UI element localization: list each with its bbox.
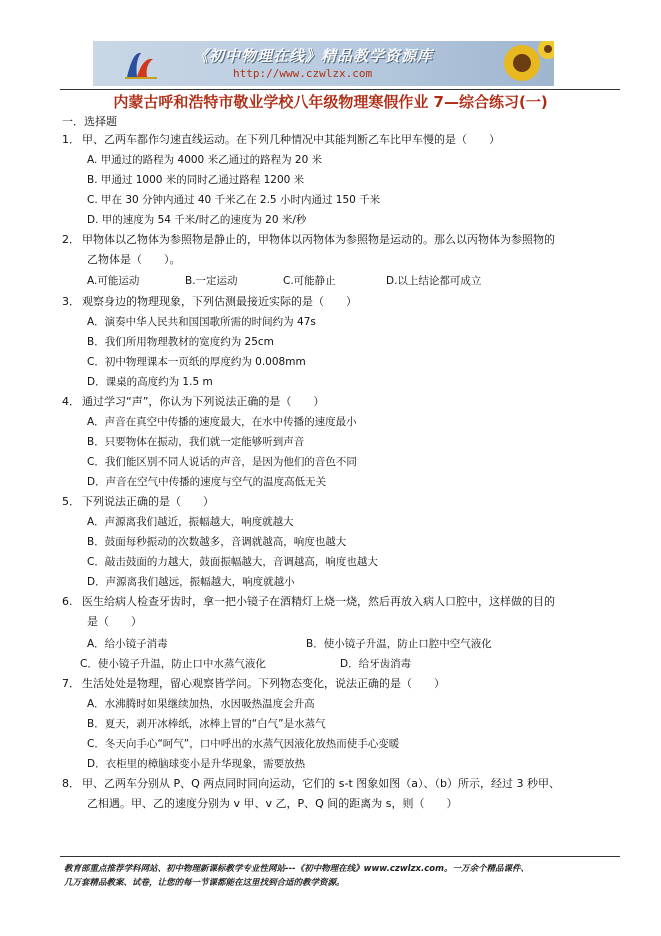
q4-option-a: A．声音在真空中传播的速度最大，在水中传播的速度最小 [87,416,357,428]
q5-option-c: C．敲击鼓面的力越大，鼓面振幅越大，音调越高，响度也越大 [87,556,378,568]
q7-option-b: B．夏天，剥开冰棒纸，冰棒上冒的“白气”是水蒸气 [87,718,326,730]
site-logo-icon [123,47,159,81]
question-number: 4． [62,395,80,408]
q3-option-d: D．课桌的高度约为 1.5 m [87,376,213,388]
question-1 [62,130,622,150]
sunflower-icon [484,41,554,86]
header-rule [60,89,620,90]
question-text: 观察身边的物理现象，下列估测最接近实际的是（ ） [82,295,357,308]
q5-option-a: A．声源离我们越近，振幅越大，响度就越大 [87,516,294,528]
q2-option-d: D.以上结论都可成立 [386,275,482,287]
q5-option-d: D．声源离我们越远，振幅越大，响度就越小 [87,576,295,588]
q2-option-a: A.可能运动 [87,275,140,287]
question-text: 下列说法正确的是（ ） [82,495,214,508]
footer-rule [60,856,620,857]
question-text: 生活处处是物理，留心观察皆学问。下列物态变化，说法正确的是（ ） [82,677,445,690]
question-number: 1． [62,133,80,146]
q2-option-b: B.一定运动 [185,275,238,287]
q4-option-d: D．声音在空气中传播的速度与空气的温度高低无关 [87,476,327,488]
q7-option-a: A．水沸腾时如果继续加热，水因吸热温度会升高 [87,698,315,710]
question-text: 医生给病人检查牙齿时，拿一把小镜子在酒精灯上烧一烧，然后再放入病人口腔中，这样做的目的 [82,595,555,608]
q6-option-c: C．使小镜子升温，防止口中水蒸气液化 [80,658,266,670]
q6-option-b: B．使小镜子升温，防止口腔中空气液化 [306,638,492,650]
banner-title: 《初中物理在线》精品教学资源库 [193,47,434,65]
question-7 [62,674,622,694]
question-text: 通过学习“声”，你认为下列说法正确的是（ ） [82,395,325,408]
question-3 [62,292,622,312]
question-4 [62,392,622,412]
footer-line-2: 几万套精品教案、试卷，让您的每一节课都能在这里找到合适的教学资源。 [64,878,345,888]
question-number: 6. [62,595,73,608]
question-text: 甲物体以乙物体为参照物是静止的，甲物体以丙物体为参照物是运动的。那么以丙物体为参照物的 [82,233,555,246]
banner-url[interactable]: http://www.czwlzx.com [233,67,373,80]
q8-continuation: 乙相遇。甲、乙的速度分别为 v 甲、v 乙，P、Q 间的距离为 s，则（ ） [87,797,458,810]
question-number: 8． [62,777,80,790]
question-2 [62,230,622,250]
q7-option-d: D．衣柜里的樟脑球变小是升华现象，需要放热 [87,758,306,770]
question-number: 3． [62,295,80,308]
q1-option-a: A. 甲通过的路程为 4000 米乙通过的路程为 20 米 [87,154,323,166]
q3-option-a: A．演奏中华人民共和国国歌所需的时间约为 47s [87,316,316,328]
q3-option-b: B．我们所用物理教材的宽度约为 25cm [87,336,274,348]
question-number: 7． [62,677,80,690]
question-text: 甲、乙两车都作匀速直线运动。在下列几种情况中其能判断乙车比甲车慢的是（ ） [82,133,500,146]
footer-line-1: 教育部重点推荐学科网站、初中物理新课标教学专业性网站---《初中物理在线》www.czwlzx.com。一万余个精品课件、 [64,864,529,874]
q7-option-c: C．冬天向手心“呵气”，口中呼出的水蒸气因液化放热而使手心变暖 [87,738,400,750]
q6-continuation: 是（ ） [87,615,142,628]
q2-option-c: C.可能静止 [283,275,336,287]
q4-option-b: B．只要物体在振动，我们就一定能够听到声音 [87,436,305,448]
page-title: 内蒙古呼和浩特市敬业学校八年级物理寒假作业 7—综合练习(一) [113,93,548,111]
q1-option-b: B. 甲通过 1000 米的同时乙通过路程 1200 米 [87,174,305,186]
q3-option-c: C．初中物理课本一页纸的厚度约为 0.008mm [87,356,306,368]
q2-continuation: 乙物体是（ ）。 [87,253,181,266]
q5-option-b: B．鼓面每秒振动的次数越多，音调就越高，响度也越大 [87,536,347,548]
q1-option-c: C. 甲在 30 分钟内通过 40 千米乙在 2.5 小时内通过 150 千米 [87,194,381,206]
q1-option-d: D. 甲的速度为 54 千米/时乙的速度为 20 米/秒 [87,214,307,226]
q6-option-d: D．给牙齿消毒 [340,658,412,670]
question-8 [62,774,622,794]
question-5 [62,492,622,512]
question-number: 2． [62,233,80,246]
section-heading: 一．选择题 [62,115,117,128]
question-number: 5． [62,495,80,508]
question-6 [62,592,622,612]
q4-option-c: C．我们能区别不同人说话的声音，是因为他们的音色不同 [87,456,357,468]
question-text: 甲、乙两车分别从 P、Q 两点同时同向运动，它们的 s-t 图象如图（a）、（b）所示，经过 3 秒甲、 [82,777,561,790]
header-banner [93,41,554,86]
q6-option-a: A．给小镜子消毒 [87,638,168,650]
